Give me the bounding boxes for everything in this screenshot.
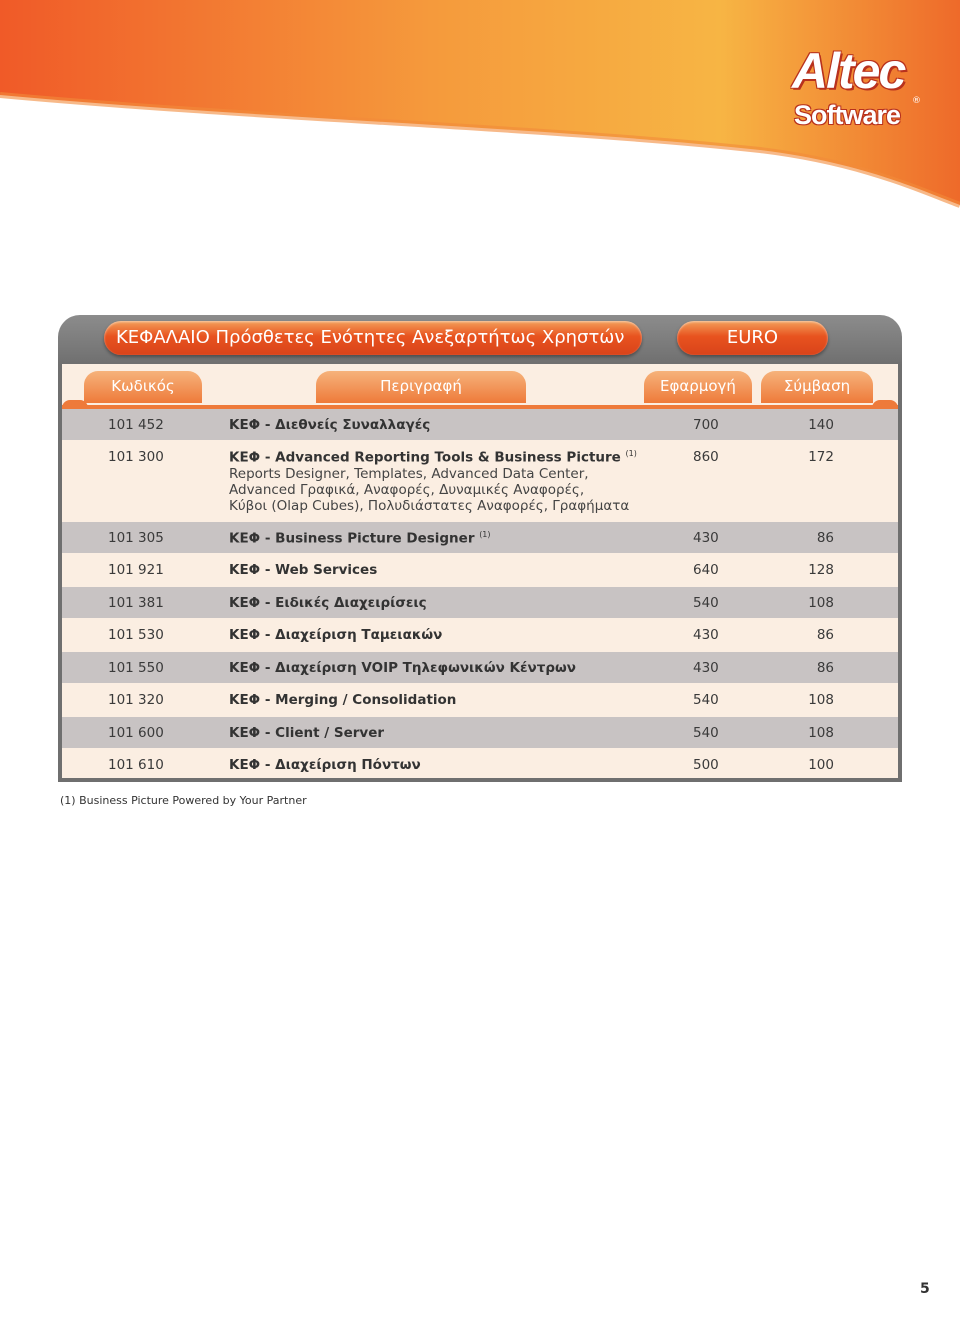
table-row [62,522,898,553]
row-description: ΚΕΦ - Business Picture Designer $^{(1)}$ [229,530,491,547]
row-description: ΚΕΦ - Διεθνείς Συναλλαγές [229,417,431,433]
row-detail-line: Reports Designer, Templates, Advanced Data Center, [229,465,589,482]
logo-text-altec: Altec [792,43,905,99]
row-code: 101 452 [108,417,164,433]
row-description: ΚΕΦ - Διαχείριση VOIP Τηλεφωνικών Κέντρων [229,660,576,676]
footnote: (1) Business Picture Powered by Your Partner [60,794,307,807]
row-contract-price: 140 [808,417,834,433]
row-detail-line: Κύβοι (Olap Cubes), Πολυδιάστατες Αναφορές, Γραφήματα [229,497,630,514]
row-application-price: 640 [693,562,719,578]
row-contract-price: 86 [816,627,834,643]
column-header-description: Περιγραφή [316,371,526,403]
row-code: 101 610 [108,757,164,773]
table-row [62,749,898,778]
row-application-price: 540 [693,595,719,611]
table-row [62,619,898,651]
row-application-price: 430 [693,660,719,676]
row-contract-price: 86 [816,660,834,676]
row-description: ΚΕΦ - Διαχείριση Πόντων [229,757,421,773]
row-description: ΚΕΦ - Merging / Consolidation [229,692,457,708]
row-application-price: 700 [693,417,719,433]
row-application-price: 540 [693,692,719,708]
row-application-price: 430 [693,530,719,546]
row-detail-line: Advanced Γραφικά, Αναφορές, Δυναμικές Αναφορές, [229,481,585,498]
row-code: 101 530 [108,627,164,643]
table-row [62,554,898,586]
row-application-price: 500 [693,757,719,773]
row-code: 101 921 [108,562,164,578]
section-title: ΚΕΦΑΛΑΙΟ Πρόσθετες Ενότητες Ανεξαρτήτως Χρηστών [104,321,642,355]
table-row [62,717,898,748]
row-contract-price: 108 [808,725,834,741]
table-row [62,587,898,618]
table-row [62,441,898,522]
row-contract-price: 108 [808,595,834,611]
row-description: ΚΕΦ - Διαχείριση Ταμειακών [229,627,443,643]
page-number: 5 [920,1281,930,1297]
footnote-marker: (1) [625,449,637,458]
logo-text-software: Software [794,100,901,130]
row-application-price: 540 [693,725,719,741]
row-description: ΚΕΦ - Client / Server [229,725,385,741]
row-code: 101 600 [108,725,164,741]
footnote-marker: (1) [479,530,491,539]
table-row [62,652,898,683]
row-code: 101 305 [108,530,164,546]
column-header-contract: Σύμβαση [761,371,873,403]
column-header-code: Κωδικός [84,371,202,403]
row-contract-price: 172 [808,449,834,465]
row-code: 101 300 [108,449,164,465]
row-contract-price: 128 [808,562,834,578]
table-row [62,684,898,716]
row-application-price: 430 [693,627,719,643]
row-contract-price: 100 [808,757,834,773]
row-description: ΚΕΦ - Ειδικές Διαχειρίσεις [229,595,427,611]
row-description: ΚΕΦ - Web Services [229,562,378,578]
row-contract-price: 108 [808,692,834,708]
column-header-application: Εφαρμογή [644,371,752,403]
altec-software-logo [780,42,930,142]
row-contract-price: 86 [816,530,834,546]
currency-label: EURO [677,321,828,355]
row-code: 101 381 [108,595,164,611]
table-row [62,409,898,440]
row-code: 101 320 [108,692,164,708]
row-description: ΚΕΦ - Advanced Reporting Tools & Business Picture $^{(1)}$ Reports Designer, Templates, Advanced Data Center, Advanced Γραφικά, Αναφορές, Δυναμικές Αναφορές, Κύβοι (Olap Cubes), Πολυδιάστατες Αναφορές, Γραφήματα [229,449,637,514]
registered-mark: ® [912,96,921,106]
row-application-price: 860 [693,449,719,465]
row-code: 101 550 [108,660,164,676]
